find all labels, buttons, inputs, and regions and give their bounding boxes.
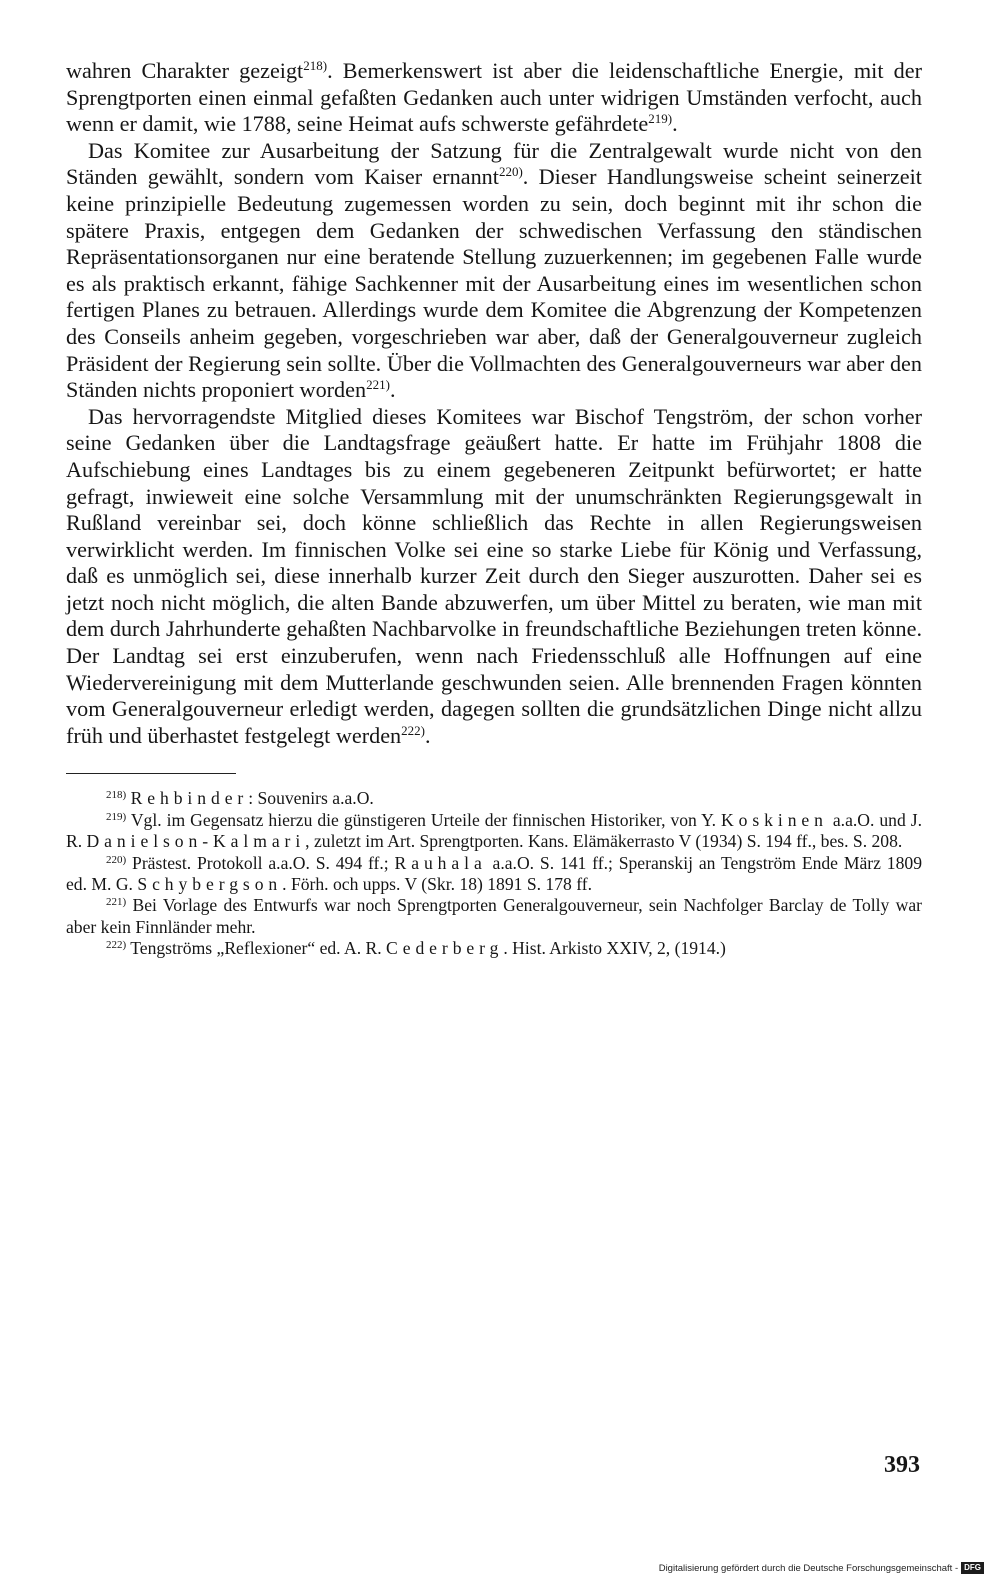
text-run: . (425, 722, 431, 748)
footnote-number: 218) (106, 789, 127, 802)
text-run: . Dieser Handlungsweise scheint seinerzeit keine prinzipielle Bedeutung zugemessen worden zu sein, doch beginnt mit ihr schon die spätere Praxis, entgegen dem Gedanken der schwedischen Verfassung den ständischen Repräsentationsorganen nur eine beratende Stellung zuzuerkennen; im gegebenen Falle wurde es als praktisch erkannt, fähige Sachkenner mit der Ausarbeitung eines im wesentlichen schon fertigen Planes zu betrauen. Allerdings wurde dem Komitee die Abgrenzung der Kompetenzen des Conseils anheim gegeben, vorgeschrieben war aber, daß der Generalgouverneur zugleich Präsident der Regierung sein sollte. Über die Vollmachten des Generalgouverneurs war aber den Ständen nichts proponiert worden (66, 164, 922, 403)
author-name: Danielson-Kalmari (86, 831, 306, 852)
footnote-number: 221) (106, 896, 127, 909)
footnote-text: a.a.O. S. 141 ff.; Speranskij an Tengström Ende März 1809 ed. M. G. (66, 852, 922, 895)
author-name: Rehbinder (130, 788, 249, 809)
footnote-ref-219: 219) (648, 111, 673, 127)
footer-text: Digitalisierung gefördert durch die Deutsche Forschungsgemeinschaft - (658, 1562, 959, 1574)
footnote-text: . Förh. och upps. V (Skr. 18) 1891 S. 178 ff. (282, 874, 593, 895)
text-run: . Bemerkenswert ist aber die leidenschaftliche Energie, mit der Sprengtporten einen einmal gefaßten Gedanken auch unter widrigen Umständen verfocht, auch wenn er damit, wie 1788, seine Heimat aufs schwerste gefährdete (66, 58, 923, 137)
footnote-text: Prästest. Protokoll a.a.O. S. 494 ff.; (132, 852, 395, 873)
text-run: Das Komitee zur Ausarbeitung der Satzung für die Zentralgewalt wurde nicht von den Ständen gewählt, sondern vom Kaiser ernannt (66, 137, 922, 190)
footnote-text: . Hist. Arkisto XXIV, 2, (1914.) (503, 938, 726, 959)
footnote-divider (66, 773, 236, 774)
footnote-220 (66, 853, 922, 896)
footnote-text: Vgl. im Gegensatz hierzu die günstigeren Urteile der finnischen Historiker, von Y. (130, 809, 722, 830)
footnote-219 (66, 810, 922, 853)
author-name: Schybergson (137, 874, 283, 895)
footnote-221 (66, 895, 922, 938)
text-run: . (672, 111, 678, 137)
footnote-number: 219) (106, 810, 127, 823)
paragraph-3 (66, 404, 922, 750)
footnotes (66, 788, 922, 959)
footnote-text: Tengströms „Reflexioner“ ed. A. R. (130, 938, 387, 959)
footnote-218 (66, 788, 922, 809)
footnote-ref-222: 222) (401, 722, 425, 738)
footnote-222 (66, 938, 922, 959)
footnote-text: a.a.O. und J. R. (66, 809, 922, 852)
paragraph-1 (66, 58, 922, 138)
footnote-number: 222) (106, 939, 127, 952)
page-content (66, 58, 922, 960)
footnote-ref-218: 218) (303, 58, 328, 73)
main-text (66, 58, 922, 749)
page-number: 393 (884, 1452, 920, 1478)
paragraph-2 (66, 138, 922, 404)
author-name: Rauhala (394, 852, 487, 873)
footnote-ref-220: 220) (498, 164, 523, 180)
footnote-text: : Souvenirs a.a.O. (248, 788, 374, 809)
text-run: wahren Charakter gezeigt (66, 58, 304, 83)
text-run: Das hervorragendste Mitglied dieses Komitees war Bischof Tengström, der schon vorher seine Gedanken über die Landtagsfrage geäußert hatte. Er hatte im Frühjahr 1808 die Aufschiebung eines Landtages bis zu einem gegebeneren Zeitpunkt befürwortet; er hatte gefragt, inwieweit eine solche Versammlung mit der unumschränkten Regierungsgewalt in Rußland vereinbar sei, doch könne schließlich das Rechte in allen Regierungsweisen verwirklicht werden. Im finnischen Volke sei eine so starke Liebe für König und Verfassung, daß es unmöglich sei, diese innerhalb kurzer Zeit durch den Sieger auszurotten. Daher sei es jetzt noch nicht möglich, die alten Bande abzuwerfen, um über Mittel zu beraten, wie man mit dem durch Jahrhunderte gehaßten Nachbarvolke in freundschaftliche Beziehungen treten könne. Der Landtag sei erst einzuberufen, wenn nach Friedensschluß alle Hoffnungen auf eine Wiedervereinigung mit dem Mutterlande geschwunden seien. Alle brennenden Fragen könnten vom Generalgouverneur erledigt werden, dagegen sollten die grundsätzlichen Dinge nicht allzu früh und überhastet festgelegt werden (66, 403, 922, 748)
footnote-text: , zuletzt im Art. Sprengtporten. Kans. Elämäkerrasto V (1934) S. 194 ff., bes. S. 208. (305, 831, 903, 852)
footnote-number: 220) (106, 853, 127, 866)
author-name: Cederberg (386, 938, 504, 959)
digitization-footer (659, 1562, 984, 1574)
text-run: . (389, 377, 396, 403)
dfg-logo-icon: DFG (961, 1562, 984, 1574)
footnote-ref-221: 221) (366, 377, 390, 393)
footnote-text: Bei Vorlage des Entwurfs war noch Sprengtporten Generalgouverneur, sein Nachfolger Barclay de Tolly war aber kein Finnländer mehr. (66, 895, 922, 937)
author-name: Koskinen (721, 809, 828, 830)
